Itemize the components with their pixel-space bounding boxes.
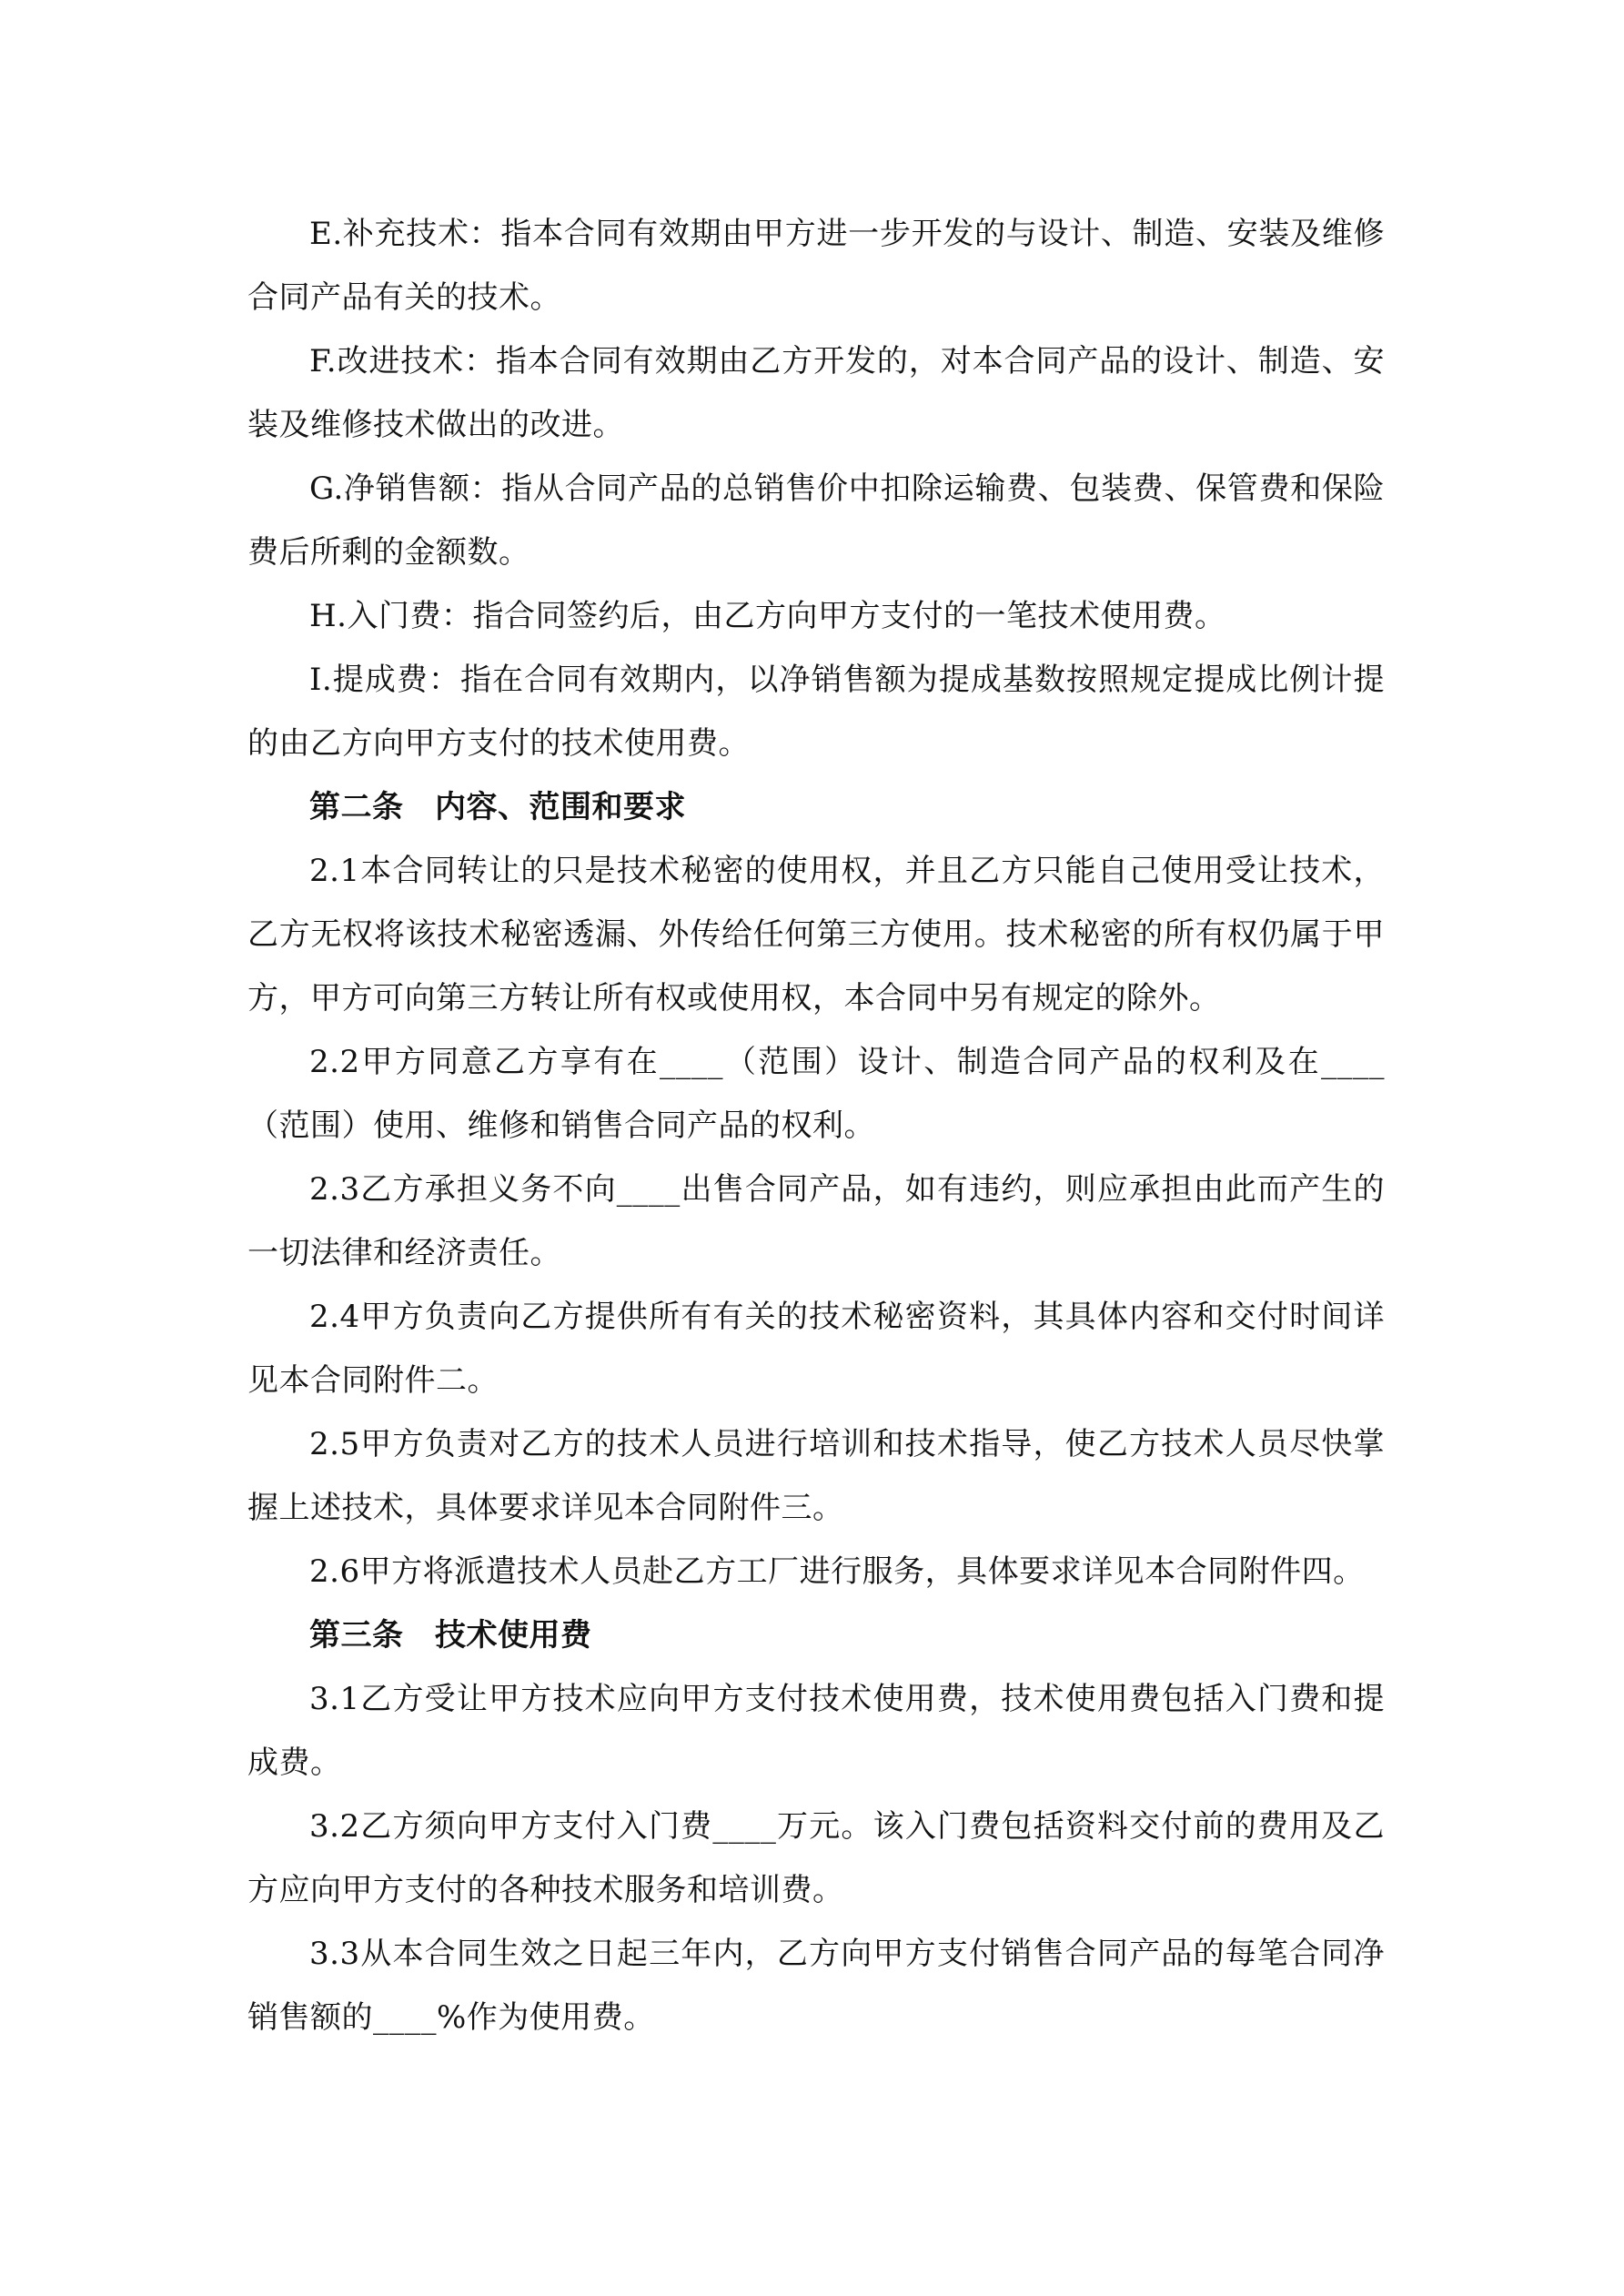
document-body [247, 202, 1385, 2049]
clause-2-6: 2.6甲方将派遣技术人员赴乙方工厂进行服务，具体要求详见本合同附件四。 [309, 1553, 1365, 1590]
clause-3-2: 3.2乙方须向甲方支付入门费____万元。该入门费包括资料交付前的费用及乙方应向甲方支付的各种技术服务和培训费。 [247, 1808, 1385, 1908]
clause-2-3: 2.3乙方承担义务不向____出售合同产品，如有违约，则应承担由此而产生的一切法律和经济责任。 [247, 1171, 1385, 1271]
article-2-heading: 第二条 内容、范围和要求 [309, 789, 686, 825]
clause-3-3: 3.3从本合同生效之日起三年内，乙方向甲方支付销售合同产品的每笔合同净销售额的____%作为使用费。 [247, 1936, 1385, 2036]
clause-i-royalty: I.提成费：指在合同有效期内，以净销售额为提成基数按照规定提成比例计提的由乙方向甲方支付的技术使用费。 [247, 662, 1385, 762]
article-3-heading: 第三条 技术使用费 [309, 1617, 592, 1654]
clause-e-supplementary-tech: E.补充技术：指本合同有效期由甲方进一步开发的与设计、制造、安装及维修合同产品有关的技术。 [247, 216, 1385, 316]
clause-2-5: 2.5甲方负责对乙方的技术人员进行培训和技术指导，使乙方技术人员尽快掌握上述技术，具体要求详见本合同附件三。 [247, 1426, 1385, 1526]
clause-2-4: 2.4甲方负责向乙方提供所有有关的技术秘密资料，其具体内容和交付时间详见本合同附件二。 [247, 1299, 1385, 1399]
clause-f-improved-tech: F.改进技术：指本合同有效期由乙方开发的，对本合同产品的设计、制造、安装及维修技术做出的改进。 [247, 343, 1385, 443]
clause-h-entry-fee: H.入门费：指合同签约后，由乙方向甲方支付的一笔技术使用费。 [309, 598, 1226, 634]
clause-2-2: 2.2甲方同意乙方享有在____（范围）设计、制造合同产品的权利及在____（范围）使用、维修和销售合同产品的权利。 [247, 1044, 1385, 1144]
clause-2-1: 2.1本合同转让的只是技术秘密的使用权，并且乙方只能自己使用受让技术，乙方无权将该技术秘密透漏、外传给任何第三方使用。技术秘密的所有权仍属于甲方，甲方可向第三方转让所有权或使用权，本合同中另有规定的除外。 [247, 853, 1385, 1017]
clause-g-net-sales: G.净销售额：指从合同产品的总销售价中扣除运输费、包装费、保管费和保险费后所剩的金额数。 [247, 470, 1385, 571]
clause-3-1: 3.1乙方受让甲方技术应向甲方支付技术使用费，技术使用费包括入门费和提成费。 [247, 1681, 1385, 1781]
